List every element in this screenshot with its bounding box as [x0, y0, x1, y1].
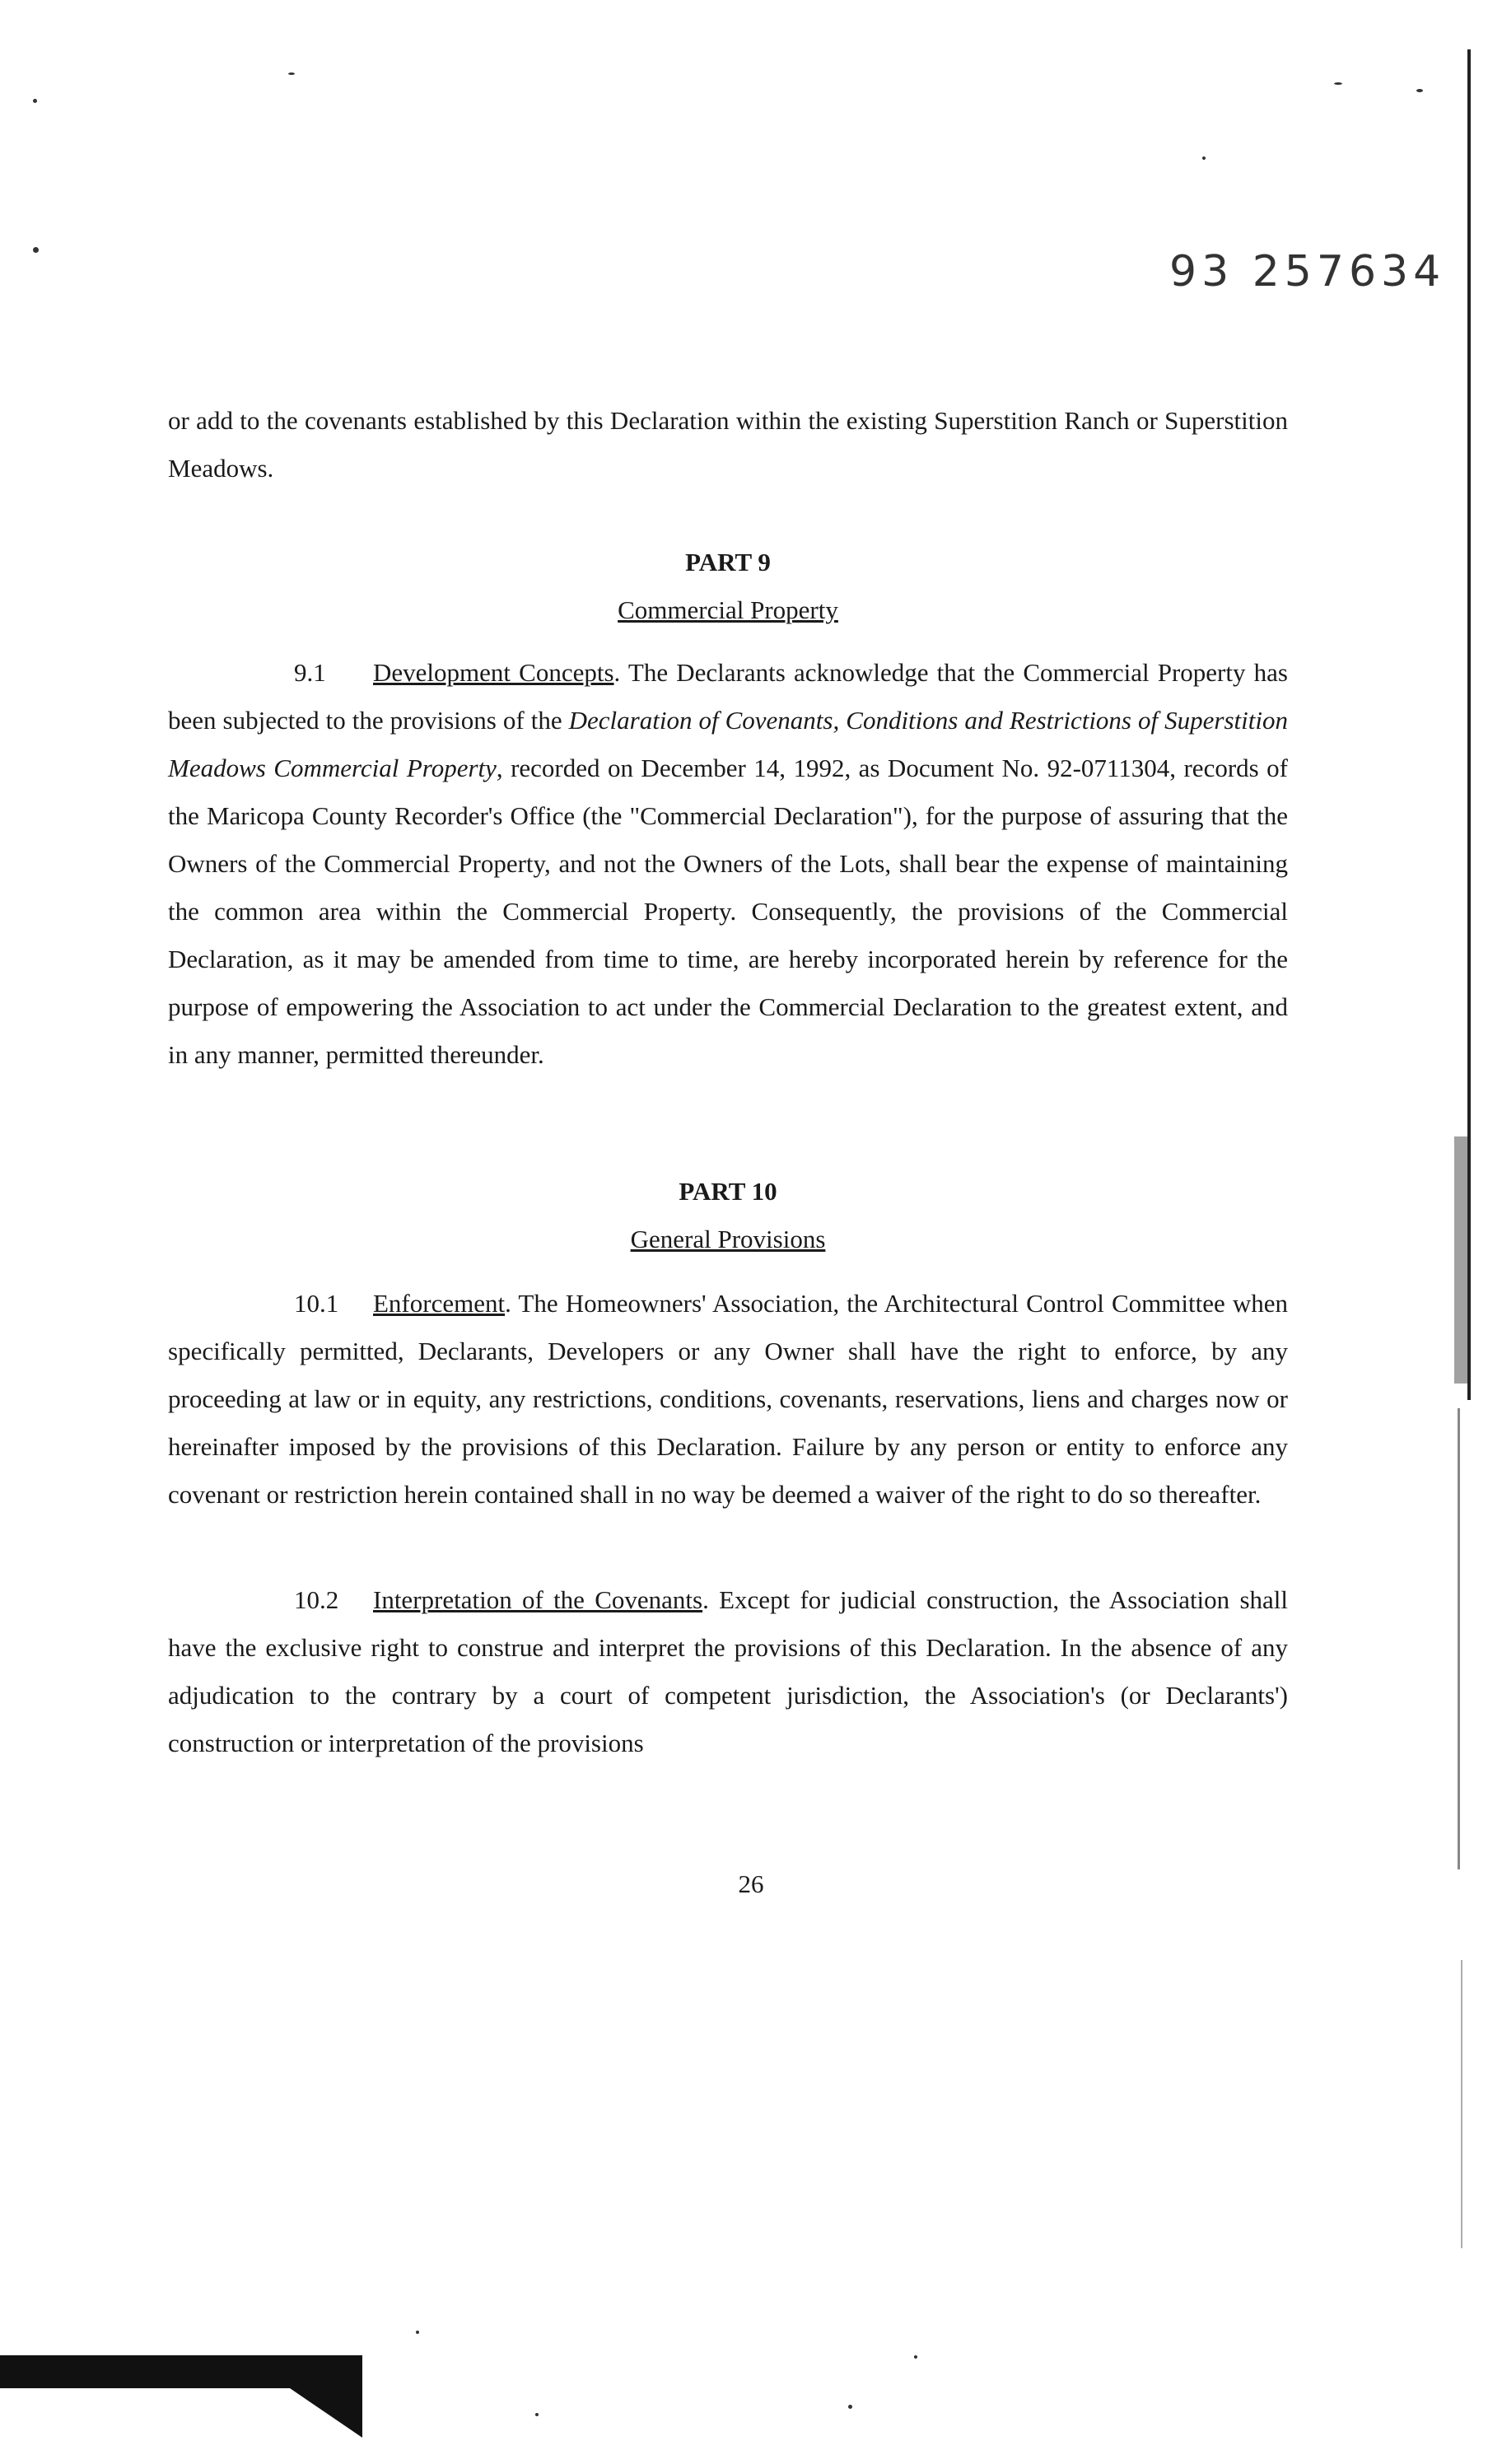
- section-9-1-heading: Development Concepts: [373, 658, 614, 687]
- intro-paragraph: or add to the covenants established by this Declaration within the existing Superstition Ranch or Superstition Meadows.: [168, 406, 1288, 483]
- section-9-1-paragraph: 9.1 Development Concepts. The Declarants acknowledge that the Commercial Property has been subjected to the provisions of the Declaration of Covenants, Conditions and Restrictions of Superstition Meadows Commercial Property, recorded on December 14, 1992, as Document No. 92-0711304, records of the Maricopa County Recorder's Office (the "Commercial Declaration"), for the purpose of assuring that the Owners of the Commercial Property, and not the Owners of the Lots, shall bear the expense of maintaining the common area within the Commercial Property. Consequently, the provisions of the Commercial Declaration, as it may be amended from time to time, are hereby incorporated herein by reference for the purpose of empowering the Association to act under the Commercial Declaration to the greatest extent, and in any manner, permitted thereunder.: [168, 649, 1288, 1079]
- scan-speck: [1416, 89, 1423, 92]
- scan-edge-line-bottom: [1461, 1960, 1462, 2248]
- section-9-1-text-b: , recorded on December 14, 1992, as Document No. 92-0711304, records of the Maricopa County Recorder's Office (the "Commercial Declaration"), for the purpose of assuring that the Owners of the Commercial Property, and not the Owners of the Lots, shall bear the expense of maintaining the common area within the Commercial Property. Consequently, the provisions of the Commercial Declaration, as it may be amended from time to time, are hereby incorporated herein by reference for the purpose of empowering the Association to act under the Commercial Declaration to the greatest extent, and in any manner, permitted thereunder.: [168, 754, 1288, 1069]
- scan-speck: [914, 2355, 917, 2359]
- scan-speck: [848, 2405, 852, 2409]
- recording-number: 93 257634: [1169, 247, 1446, 296]
- scan-edge-smudge: [1454, 1136, 1467, 1384]
- section-10-2-paragraph: 10.2 Interpretation of the Covenants. Except for judicial construction, the Association shall have the exclusive right to construe and interpret the provisions of this Declaration. In the absence of any adjudication to the contrary by a court of competent jurisdiction, the Association's (or Declarants') construction or interpretation of the provisions: [168, 1576, 1288, 1767]
- scan-speck: [33, 99, 37, 103]
- scan-speck: [535, 2413, 539, 2416]
- section-10-1-heading: Enforcement: [373, 1289, 506, 1318]
- scan-speck: [33, 247, 39, 253]
- scan-speck: [288, 72, 295, 75]
- section-10-2-heading: Interpretation of the Covenants: [373, 1585, 703, 1614]
- scan-corner-mark: [0, 2355, 362, 2438]
- section-9-1-number: 9.1: [294, 658, 326, 687]
- page-number: 26: [738, 1869, 764, 1898]
- scan-speck: [1202, 156, 1206, 160]
- section-10-1-text: The Homeowners' Association, the Architectural Control Committee when specifically permitted, Declarants, Developers or any Owner shall have the right to enforce, by any proceeding at law or in equity, any restrictions, conditions, covenants, reservations, liens and charges now or hereinafter imposed by the provisions of this Declaration. Failure by any person or entity to enforce any covenant or restriction herein contained shall in no way be deemed a waiver of the right to do so thereafter.: [168, 1289, 1288, 1509]
- section-9-1-text-a: The Declarants acknowledge that the Commercial Property has been subjected to the provisions of the: [168, 658, 1288, 735]
- scan-speck: [1334, 82, 1342, 85]
- scan-speck: [416, 2331, 419, 2334]
- scan-edge-line-lower: [1458, 1408, 1460, 1869]
- part-10-title: PART 10: [679, 1177, 777, 1206]
- part-9-title: PART 9: [685, 548, 771, 576]
- section-10-2-number: 10.2: [294, 1585, 339, 1614]
- section-10-1-number: 10.1: [294, 1289, 339, 1318]
- scan-edge-line: [1467, 49, 1471, 1400]
- section-10-2-text: Except for judicial construction, the Association shall have the exclusive right to construe and interpret the provisions of this Declaration. In the absence of any adjudication to the contrary by a court of competent jurisdiction, the Association's (or Declarants') construction or interpretation of the provisions: [168, 1585, 1288, 1757]
- section-10-1-paragraph: 10.1 Enforcement. The Homeowners' Association, the Architectural Control Committee when specifically permitted, Declarants, Developers or any Owner shall have the right to enforce, by any proceeding at law or in equity, any restrictions, conditions, covenants, reservations, liens and charges now or hereinafter imposed by the provisions of this Declaration. Failure by any person or entity to enforce any covenant or restriction herein contained shall in no way be deemed a waiver of the right to do so thereafter.: [168, 1280, 1288, 1519]
- part-10-subtitle: General Provisions: [630, 1225, 826, 1253]
- part-9-subtitle: Commercial Property: [618, 595, 838, 624]
- section-9-1-italic-title: Declaration of Covenants, Conditions and Restrictions of Superstition Meadows Commercial Property: [168, 706, 1288, 782]
